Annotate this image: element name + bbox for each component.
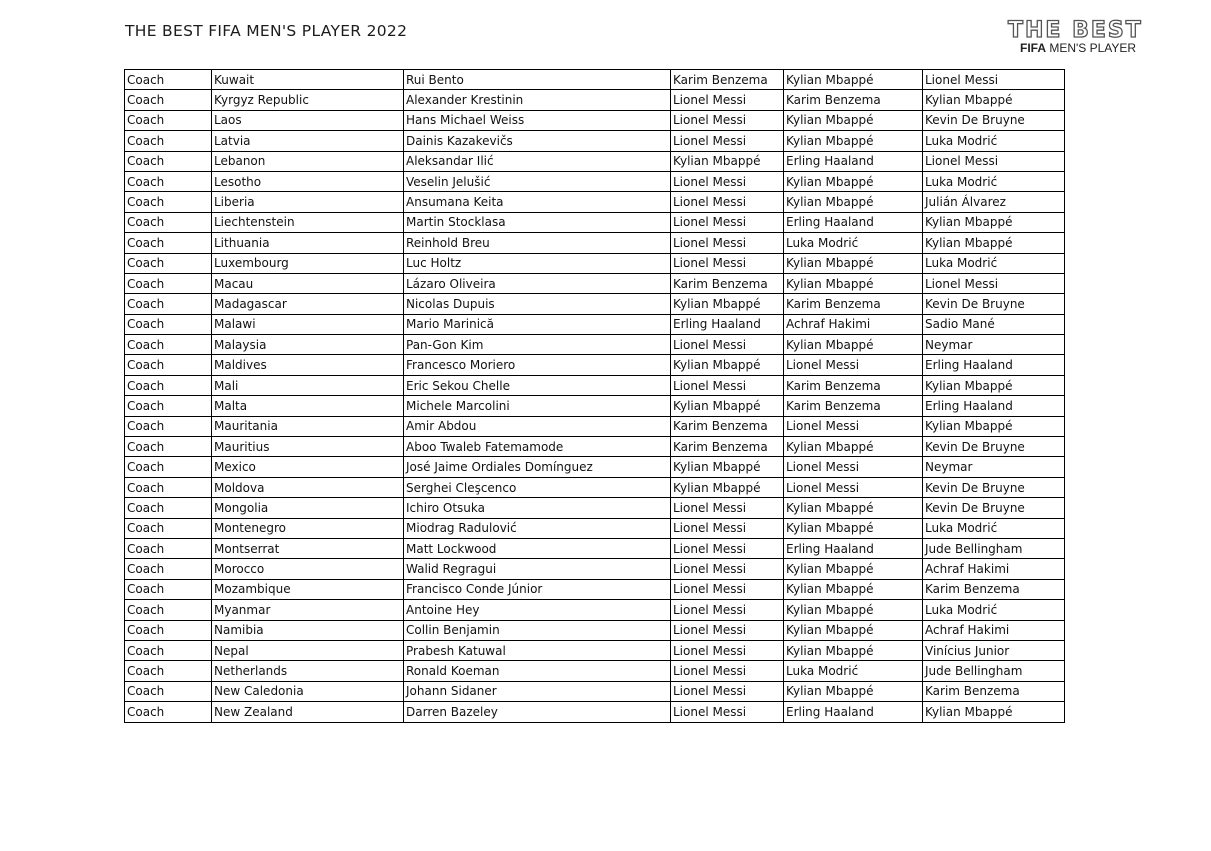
first-choice-cell: Lionel Messi	[671, 335, 784, 355]
table-row	[125, 375, 1065, 395]
second-choice-cell: Karim Benzema	[784, 90, 923, 110]
second-choice-cell: Lionel Messi	[784, 457, 923, 477]
voter-name-cell: Collin Benjamin	[404, 620, 671, 640]
second-choice-cell: Lionel Messi	[784, 416, 923, 436]
third-choice-cell: Luka Modrić	[923, 131, 1065, 151]
role-cell: Coach	[125, 131, 212, 151]
table-row	[125, 355, 1065, 375]
second-choice-cell: Kylian Mbappé	[784, 171, 923, 191]
voter-name-cell: Ansumana Keita	[404, 192, 671, 212]
country-cell: Liechtenstein	[212, 212, 404, 232]
third-choice-cell: Kylian Mbappé	[923, 375, 1065, 395]
country-cell: Mali	[212, 375, 404, 395]
role-cell: Coach	[125, 335, 212, 355]
country-cell: Madagascar	[212, 294, 404, 314]
first-choice-cell: Kylian Mbappé	[671, 396, 784, 416]
role-cell: Coach	[125, 498, 212, 518]
first-choice-cell: Kylian Mbappé	[671, 355, 784, 375]
table-row	[125, 396, 1065, 416]
first-choice-cell: Lionel Messi	[671, 579, 784, 599]
country-cell: Mongolia	[212, 498, 404, 518]
table-row	[125, 559, 1065, 579]
voter-name-cell: Johann Sidaner	[404, 681, 671, 701]
third-choice-cell: Luka Modrić	[923, 253, 1065, 273]
country-cell: Kuwait	[212, 70, 404, 90]
third-choice-cell: Erling Haaland	[923, 396, 1065, 416]
voter-name-cell: Pan-Gon Kim	[404, 335, 671, 355]
voter-name-cell: Francisco Conde Júnior	[404, 579, 671, 599]
logo-subtitle	[1020, 41, 1136, 55]
first-choice-cell: Lionel Messi	[671, 212, 784, 232]
voter-name-cell: Martin Stocklasa	[404, 212, 671, 232]
third-choice-cell: Vinícius Junior	[923, 640, 1065, 660]
second-choice-cell: Erling Haaland	[784, 212, 923, 232]
role-cell: Coach	[125, 477, 212, 497]
logo-brand: FIFA	[1020, 41, 1046, 55]
first-choice-cell: Lionel Messi	[671, 90, 784, 110]
voter-name-cell: Amir Abdou	[404, 416, 671, 436]
voter-name-cell: Dainis Kazakevičs	[404, 131, 671, 151]
voter-name-cell: Luc Holtz	[404, 253, 671, 273]
table-row	[125, 538, 1065, 558]
first-choice-cell: Karim Benzema	[671, 437, 784, 457]
first-choice-cell: Lionel Messi	[671, 233, 784, 253]
table-row	[125, 498, 1065, 518]
third-choice-cell: Jude Bellingham	[923, 661, 1065, 681]
role-cell: Coach	[125, 273, 212, 293]
country-cell: Liberia	[212, 192, 404, 212]
second-choice-cell: Kylian Mbappé	[784, 681, 923, 701]
first-choice-cell: Lionel Messi	[671, 640, 784, 660]
second-choice-cell: Kylian Mbappé	[784, 110, 923, 130]
voter-name-cell: Hans Michael Weiss	[404, 110, 671, 130]
second-choice-cell: Kylian Mbappé	[784, 192, 923, 212]
country-cell: Malawi	[212, 314, 404, 334]
role-cell: Coach	[125, 661, 212, 681]
table-row	[125, 457, 1065, 477]
role-cell: Coach	[125, 416, 212, 436]
table-row	[125, 681, 1065, 701]
country-cell: Malaysia	[212, 335, 404, 355]
third-choice-cell: Karim Benzema	[923, 579, 1065, 599]
first-choice-cell: Lionel Messi	[671, 702, 784, 722]
third-choice-cell: Erling Haaland	[923, 355, 1065, 375]
first-choice-cell: Lionel Messi	[671, 375, 784, 395]
second-choice-cell: Karim Benzema	[784, 294, 923, 314]
third-choice-cell: Lionel Messi	[923, 151, 1065, 171]
third-choice-cell: Kylian Mbappé	[923, 416, 1065, 436]
voter-name-cell: Aleksandar Ilić	[404, 151, 671, 171]
country-cell: Laos	[212, 110, 404, 130]
role-cell: Coach	[125, 538, 212, 558]
table-row	[125, 90, 1065, 110]
country-cell: Mauritania	[212, 416, 404, 436]
voter-name-cell: Reinhold Breu	[404, 233, 671, 253]
second-choice-cell: Lionel Messi	[784, 477, 923, 497]
role-cell: Coach	[125, 151, 212, 171]
third-choice-cell: Kevin De Bruyne	[923, 498, 1065, 518]
voter-name-cell: José Jaime Ordiales Domínguez	[404, 457, 671, 477]
table-row	[125, 233, 1065, 253]
country-cell: Malta	[212, 396, 404, 416]
first-choice-cell: Lionel Messi	[671, 131, 784, 151]
voter-name-cell: Aboo Twaleb Fatemamode	[404, 437, 671, 457]
votes-table-body	[125, 70, 1065, 723]
voter-name-cell: Veselin Jelušić	[404, 171, 671, 191]
table-row	[125, 620, 1065, 640]
first-choice-cell: Lionel Messi	[671, 253, 784, 273]
second-choice-cell: Karim Benzema	[784, 396, 923, 416]
role-cell: Coach	[125, 233, 212, 253]
second-choice-cell: Kylian Mbappé	[784, 518, 923, 538]
role-cell: Coach	[125, 437, 212, 457]
second-choice-cell: Kylian Mbappé	[784, 131, 923, 151]
first-choice-cell: Lionel Messi	[671, 171, 784, 191]
voter-name-cell: Ichiro Otsuka	[404, 498, 671, 518]
second-choice-cell: Kylian Mbappé	[784, 498, 923, 518]
table-row	[125, 131, 1065, 151]
table-row	[125, 579, 1065, 599]
table-row	[125, 151, 1065, 171]
third-choice-cell: Karim Benzema	[923, 681, 1065, 701]
voter-name-cell: Miodrag Radulović	[404, 518, 671, 538]
second-choice-cell: Kylian Mbappé	[784, 273, 923, 293]
third-choice-cell: Kylian Mbappé	[923, 212, 1065, 232]
table-row	[125, 294, 1065, 314]
logo-subtitle-rest: MEN'S PLAYER	[1046, 41, 1137, 55]
first-choice-cell: Kylian Mbappé	[671, 151, 784, 171]
third-choice-cell: Luka Modrić	[923, 600, 1065, 620]
voter-name-cell: Serghei Cleşcenco	[404, 477, 671, 497]
second-choice-cell: Kylian Mbappé	[784, 437, 923, 457]
first-choice-cell: Lionel Messi	[671, 518, 784, 538]
country-cell: Montenegro	[212, 518, 404, 538]
second-choice-cell: Achraf Hakimi	[784, 314, 923, 334]
third-choice-cell: Neymar	[923, 457, 1065, 477]
first-choice-cell: Lionel Messi	[671, 498, 784, 518]
first-choice-cell: Lionel Messi	[671, 600, 784, 620]
third-choice-cell: Sadio Mané	[923, 314, 1065, 334]
role-cell: Coach	[125, 457, 212, 477]
second-choice-cell: Erling Haaland	[784, 538, 923, 558]
role-cell: Coach	[125, 110, 212, 130]
role-cell: Coach	[125, 90, 212, 110]
third-choice-cell: Kylian Mbappé	[923, 233, 1065, 253]
voter-name-cell: Matt Lockwood	[404, 538, 671, 558]
voter-name-cell: Michele Marcolini	[404, 396, 671, 416]
second-choice-cell: Kylian Mbappé	[784, 559, 923, 579]
table-row	[125, 70, 1065, 90]
third-choice-cell: Lionel Messi	[923, 70, 1065, 90]
role-cell: Coach	[125, 600, 212, 620]
second-choice-cell: Kylian Mbappé	[784, 640, 923, 660]
country-cell: Macau	[212, 273, 404, 293]
role-cell: Coach	[125, 294, 212, 314]
third-choice-cell: Achraf Hakimi	[923, 620, 1065, 640]
table-row	[125, 192, 1065, 212]
third-choice-cell: Kylian Mbappé	[923, 90, 1065, 110]
country-cell: Lithuania	[212, 233, 404, 253]
country-cell: Morocco	[212, 559, 404, 579]
first-choice-cell: Lionel Messi	[671, 538, 784, 558]
role-cell: Coach	[125, 171, 212, 191]
country-cell: Myanmar	[212, 600, 404, 620]
role-cell: Coach	[125, 314, 212, 334]
second-choice-cell: Kylian Mbappé	[784, 620, 923, 640]
table-row	[125, 600, 1065, 620]
second-choice-cell: Kylian Mbappé	[784, 70, 923, 90]
voter-name-cell: Francesco Moriero	[404, 355, 671, 375]
first-choice-cell: Lionel Messi	[671, 110, 784, 130]
table-row	[125, 171, 1065, 191]
role-cell: Coach	[125, 559, 212, 579]
country-cell: Kyrgyz Republic	[212, 90, 404, 110]
table-row	[125, 661, 1065, 681]
second-choice-cell: Erling Haaland	[784, 702, 923, 722]
voter-name-cell: Nicolas Dupuis	[404, 294, 671, 314]
second-choice-cell: Erling Haaland	[784, 151, 923, 171]
third-choice-cell: Kevin De Bruyne	[923, 294, 1065, 314]
first-choice-cell: Karim Benzema	[671, 416, 784, 436]
table-row	[125, 518, 1065, 538]
country-cell: Mexico	[212, 457, 404, 477]
page-title: THE BEST FIFA MEN'S PLAYER 2022	[125, 22, 408, 40]
country-cell: Lebanon	[212, 151, 404, 171]
third-choice-cell: Jude Bellingham	[923, 538, 1065, 558]
role-cell: Coach	[125, 212, 212, 232]
voter-name-cell: Eric Sekou Chelle	[404, 375, 671, 395]
role-cell: Coach	[125, 375, 212, 395]
third-choice-cell: Luka Modrić	[923, 171, 1065, 191]
third-choice-cell: Kevin De Bruyne	[923, 110, 1065, 130]
votes-table	[124, 69, 1065, 723]
role-cell: Coach	[125, 396, 212, 416]
country-cell: Nepal	[212, 640, 404, 660]
country-cell: Lesotho	[212, 171, 404, 191]
second-choice-cell: Luka Modrić	[784, 233, 923, 253]
country-cell: Latvia	[212, 131, 404, 151]
role-cell: Coach	[125, 253, 212, 273]
country-cell: New Caledonia	[212, 681, 404, 701]
second-choice-cell: Kylian Mbappé	[784, 335, 923, 355]
voter-name-cell: Rui Bento	[404, 70, 671, 90]
second-choice-cell: Kylian Mbappé	[784, 600, 923, 620]
first-choice-cell: Lionel Messi	[671, 620, 784, 640]
first-choice-cell: Lionel Messi	[671, 559, 784, 579]
third-choice-cell: Kevin De Bruyne	[923, 437, 1065, 457]
first-choice-cell: Kylian Mbappé	[671, 477, 784, 497]
role-cell: Coach	[125, 702, 212, 722]
role-cell: Coach	[125, 518, 212, 538]
country-cell: Netherlands	[212, 661, 404, 681]
third-choice-cell: Kylian Mbappé	[923, 702, 1065, 722]
third-choice-cell: Lionel Messi	[923, 273, 1065, 293]
role-cell: Coach	[125, 192, 212, 212]
country-cell: Mauritius	[212, 437, 404, 457]
country-cell: Luxembourg	[212, 253, 404, 273]
the-best-logo	[1008, 19, 1148, 59]
logo-wordmark: THE BEST	[1008, 18, 1143, 43]
table-row	[125, 110, 1065, 130]
third-choice-cell: Julián Álvarez	[923, 192, 1065, 212]
role-cell: Coach	[125, 355, 212, 375]
role-cell: Coach	[125, 640, 212, 660]
first-choice-cell: Lionel Messi	[671, 661, 784, 681]
first-choice-cell: Kylian Mbappé	[671, 294, 784, 314]
voter-name-cell: Alexander Krestinin	[404, 90, 671, 110]
role-cell: Coach	[125, 681, 212, 701]
second-choice-cell: Lionel Messi	[784, 355, 923, 375]
first-choice-cell: Karim Benzema	[671, 273, 784, 293]
second-choice-cell: Luka Modrić	[784, 661, 923, 681]
table-row	[125, 437, 1065, 457]
first-choice-cell: Karim Benzema	[671, 70, 784, 90]
country-cell: Mozambique	[212, 579, 404, 599]
first-choice-cell: Erling Haaland	[671, 314, 784, 334]
second-choice-cell: Kylian Mbappé	[784, 579, 923, 599]
table-row	[125, 477, 1065, 497]
country-cell: Montserrat	[212, 538, 404, 558]
voter-name-cell: Lázaro Oliveira	[404, 273, 671, 293]
third-choice-cell: Luka Modrić	[923, 518, 1065, 538]
table-row	[125, 416, 1065, 436]
second-choice-cell: Karim Benzema	[784, 375, 923, 395]
second-choice-cell: Kylian Mbappé	[784, 253, 923, 273]
table-row	[125, 702, 1065, 722]
voter-name-cell: Prabesh Katuwal	[404, 640, 671, 660]
table-row	[125, 273, 1065, 293]
table-row	[125, 335, 1065, 355]
role-cell: Coach	[125, 579, 212, 599]
country-cell: Maldives	[212, 355, 404, 375]
table-row	[125, 212, 1065, 232]
role-cell: Coach	[125, 70, 212, 90]
table-row	[125, 640, 1065, 660]
country-cell: Namibia	[212, 620, 404, 640]
third-choice-cell: Neymar	[923, 335, 1065, 355]
country-cell: New Zealand	[212, 702, 404, 722]
voter-name-cell: Darren Bazeley	[404, 702, 671, 722]
third-choice-cell: Achraf Hakimi	[923, 559, 1065, 579]
voter-name-cell: Walid Regragui	[404, 559, 671, 579]
first-choice-cell: Kylian Mbappé	[671, 457, 784, 477]
voter-name-cell: Antoine Hey	[404, 600, 671, 620]
voter-name-cell: Ronald Koeman	[404, 661, 671, 681]
role-cell: Coach	[125, 620, 212, 640]
table-row	[125, 314, 1065, 334]
country-cell: Moldova	[212, 477, 404, 497]
voter-name-cell: Mario Marinică	[404, 314, 671, 334]
first-choice-cell: Lionel Messi	[671, 681, 784, 701]
first-choice-cell: Lionel Messi	[671, 192, 784, 212]
table-row	[125, 253, 1065, 273]
third-choice-cell: Kevin De Bruyne	[923, 477, 1065, 497]
